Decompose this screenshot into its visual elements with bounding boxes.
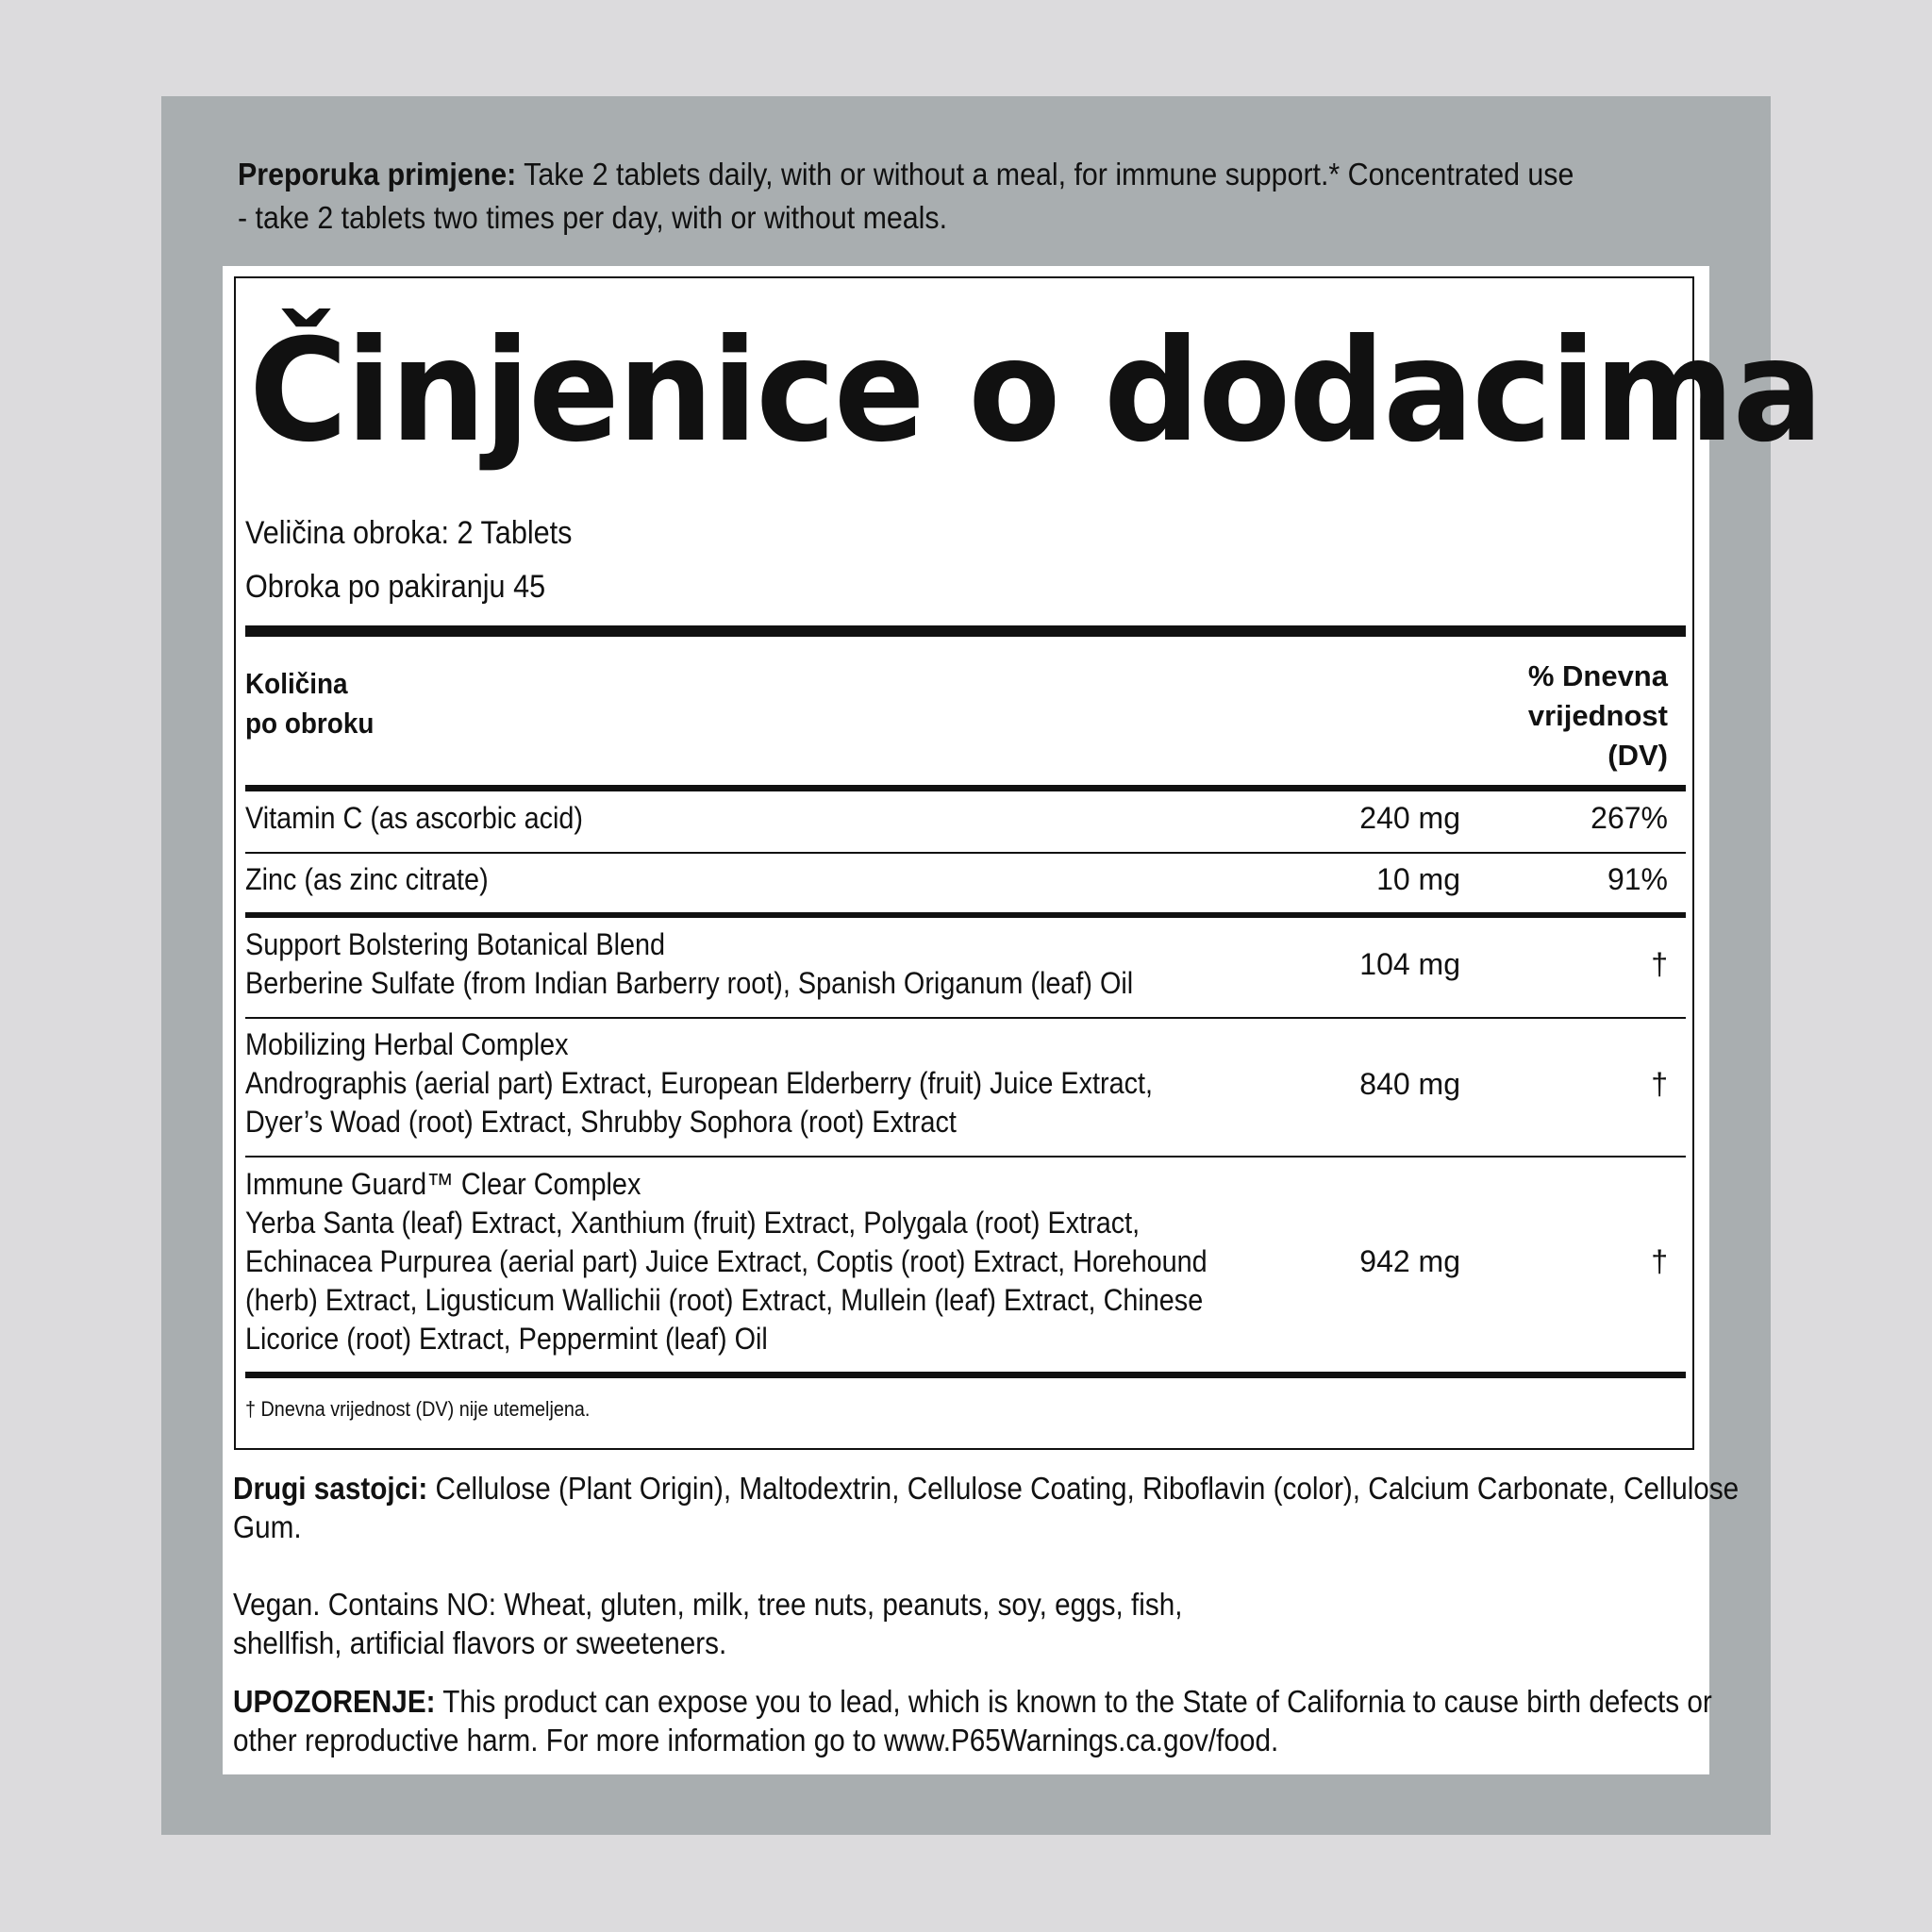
daily-value-header: % Dnevna vrijednost (DV) (1527, 659, 1668, 772)
directions-label: Preporuka primjene: (238, 157, 517, 192)
blend-ingredients: Dyer’s Woad (root) Extract, Shrubby Sophora (root) Extract (245, 1105, 957, 1139)
blend-ingredients: Yerba Santa (leaf) Extract, Xanthium (fruit) Extract, Polygala (root) Extract, (245, 1206, 1141, 1240)
row-divider (245, 1156, 1686, 1158)
row-divider (245, 852, 1686, 854)
blend-ingredients: Echinacea Purpurea (aerial part) Juice Extract, Coptis (root) Extract, Horehound (245, 1244, 1208, 1278)
facts-title: Činjenice o dodacima (249, 309, 1822, 474)
allergen-statement (233, 1585, 1182, 1662)
blend-name: Immune Guard™ Clear Complex (245, 1167, 641, 1201)
blend-dv: † (1651, 947, 1668, 981)
warning-line-2: other reproductive harm. For more information go to www.P65Warnings.ca.gov/food. (233, 1723, 1279, 1757)
servings-per-container: Obroka po pakiranju 45 (245, 569, 546, 605)
blend-name: Mobilizing Herbal Complex (245, 1027, 569, 1061)
blend-amount: 104 mg (1359, 947, 1460, 981)
allergen-line-2: shellfish, artificial flavors or sweeteners. (233, 1625, 727, 1660)
nutrient-name: Zinc (as zinc citrate) (245, 862, 489, 896)
blend-ingredients: Licorice (root) Extract, Peppermint (leaf) Oil (245, 1322, 768, 1356)
nutrient-name: Vitamin C (as ascorbic acid) (245, 801, 583, 835)
directions-text (238, 153, 1713, 240)
prop65-warning (233, 1682, 1712, 1759)
blend-ingredients: (herb) Extract, Ligusticum Wallichii (root) Extract, Mullein (leaf) Extract, Chinese (245, 1283, 1204, 1317)
other-ingredients-line-1: Cellulose (Plant Origin), Maltodextrin, Cellulose Coating, Riboflavin (color), Calcium Carbonate, Cellulose (427, 1471, 1740, 1506)
directions-line-1: Take 2 tablets daily, with or without a meal, for immune support.* Concentrated use (516, 157, 1574, 192)
thick-divider (245, 625, 1686, 637)
nutrient-dv: 91% (1607, 862, 1668, 896)
blend-dv: † (1651, 1244, 1668, 1278)
row-divider-thick (245, 912, 1686, 918)
blend-name: Support Bolstering Botanical Blend (245, 927, 666, 961)
nutrient-dv: 267% (1591, 801, 1668, 835)
serving-size: Veličina obroka: 2 Tablets (245, 515, 573, 551)
blend-dv: † (1651, 1067, 1668, 1101)
warning-line-1: This product can expose you to lead, which is known to the State of California to cause birth defects or (435, 1684, 1712, 1719)
blend-amount: 942 mg (1359, 1244, 1460, 1278)
nutrient-amount: 10 mg (1376, 862, 1460, 896)
dv-footnote: † Dnevna vrijednost (DV) nije utemeljena. (245, 1397, 591, 1421)
directions-line-2: - take 2 tablets two times per day, with or without meals. (238, 200, 948, 235)
header-divider (245, 785, 1686, 791)
bottom-divider (245, 1372, 1686, 1378)
warning-label: UPOZORENJE: (233, 1684, 436, 1719)
blend-ingredients: Berberine Sulfate (from Indian Barberry root), Spanish Origanum (leaf) Oil (245, 966, 1134, 1000)
blend-amount: 840 mg (1359, 1067, 1460, 1101)
row-divider (245, 1017, 1686, 1019)
nutrient-amount: 240 mg (1359, 801, 1460, 835)
other-ingredients-line-2: Gum. (233, 1509, 302, 1544)
blend-ingredients: Andrographis (aerial part) Extract, European Elderberry (fruit) Juice Extract, (245, 1066, 1153, 1100)
other-ingredients-label: Drugi sastojci: (233, 1471, 428, 1506)
other-ingredients (233, 1469, 1739, 1546)
allergen-line-1: Vegan. Contains NO: Wheat, gluten, milk, tree nuts, peanuts, soy, eggs, fish, (233, 1587, 1183, 1622)
amount-per-serving-header: Količina po obroku (245, 667, 375, 740)
